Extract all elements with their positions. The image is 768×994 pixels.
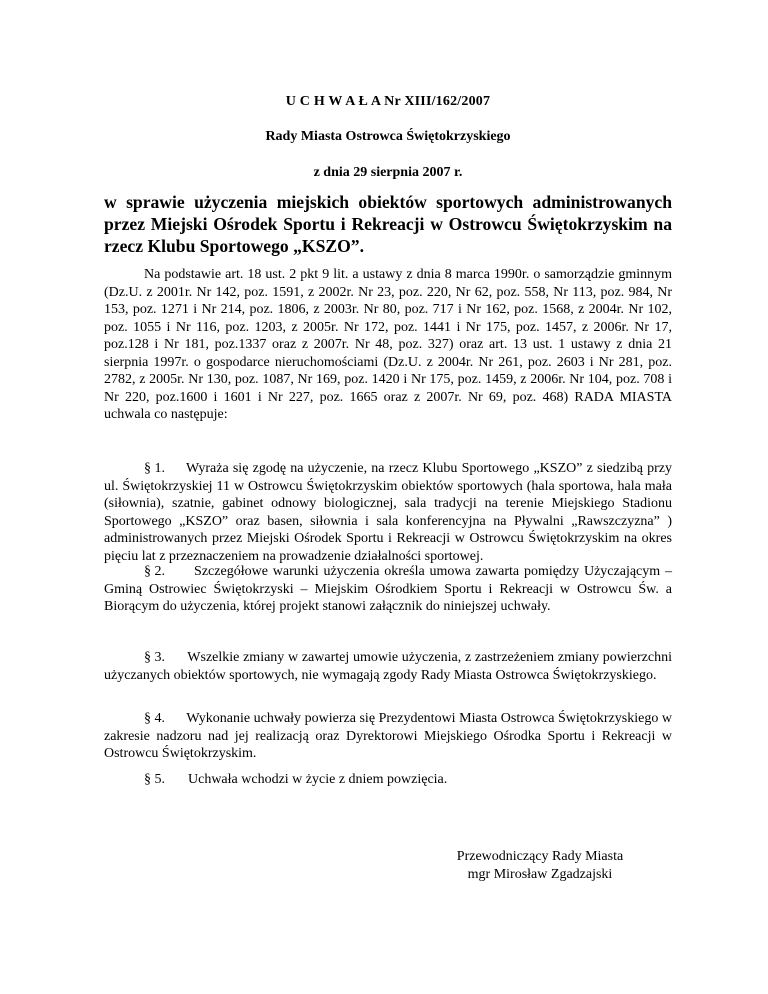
signature-role: Przewodniczący Rady Miasta (456, 849, 624, 864)
section-5-mark: § 5. (144, 772, 165, 787)
section-4-text: Wykonanie uchwały powierza się Prezydentowi Miasta Ostrowca Świętokrzyskiego w zakresie nadzoru nad jej realizacją oraz Dyrektorowi Miejskiego Ośrodka Sportu i Rekreacji w Ostrowcu Świętokrzyskim. (104, 711, 672, 761)
signature-name: mgr Mirosław Zgadzajski (467, 866, 613, 882)
section-3 (104, 649, 672, 684)
section-2-text: Szczegółowe warunki użyczenia określa umowa zawarta pomiędzy Użyczającym – Gminą Ostrowiec Świętokrzyski – Miejskim Ośrodkiem Sportu i Rekreacji w Ostrowcu Św. a Biorącym do użyczenia, której projekt stanowi załącznik do niniejszej uchwały. (104, 564, 672, 614)
resolution-title: U C H W A Ł A Nr XIII/162/2007 (285, 94, 491, 109)
council-name: Rady Miasta Ostrowca Świętokrzyskiego (265, 129, 511, 144)
section-3-text: Wszelkie zmiany w zawartej umowie użyczenia, z zastrzeżeniem zmiany powierzchni użyczanych obiektów sportowych, nie wymagają zgody Rady Miasta Ostrowca Świętokrzyskiego. (104, 650, 672, 683)
legal-basis-paragraph (104, 266, 672, 424)
section-2-mark: § 2. (144, 564, 165, 579)
section-5-text: Uchwała wchodzi w życie z dniem powzięcia. (188, 772, 448, 787)
section-3-mark: § 3. (144, 650, 165, 665)
signature-block (450, 848, 630, 883)
section-1-mark: § 1. (144, 461, 165, 476)
section-4-mark: § 4. (144, 711, 165, 726)
section-4 (104, 710, 672, 763)
section-1-text: Wyraża się zgodę na użyczenie, na rzecz Klubu Sportowego „KSZO” z siedzibą przy ul. Świętokrzyskiej 11 w Ostrowcu Świętokrzyskim obiektów sportowych (hala sportowa, hala mała (siłownia), szatnie, gabinet odnowy biologicznej, sala tradycji na terenie Miejskiego Stadionu Sportowego „KSZO” oraz basen, siłownia i sala konferencyjna na Pływalni „Rawszczyzna” ) administrowanych przez Miejski Ośrodek Sportu i Rekreacji w Ostrowcu Świętokrzyskim na okres pięciu lat z przeznaczeniem na prowadzenie działalności sportowej. (104, 461, 673, 564)
section-2 (104, 563, 672, 616)
section-5 (104, 771, 672, 789)
resolution-date: z dnia 29 sierpnia 2007 r. (313, 165, 463, 180)
legal-basis-text: Na podstawie art. 18 ust. 2 pkt 9 lit. a ustawy z dnia 8 marca 1990r. o samorządzie gminnym (Dz.U. z 2001r. Nr 142, poz. 1591, z 2002r. Nr 23, poz. 220, Nr 62, poz. 558, Nr 113, poz. 984, Nr 153, poz. 1271 i Nr 214, poz. 1806, z 2003r. Nr 80, poz. 717 i Nr 162, poz. 1568, z 2004r. Nr 102, poz. 1055 i Nr 116, poz. 1203, z 2005r. Nr 172, poz. 1441 i Nr 175, poz. 1457, z 2006r. Nr 17, poz.128 i Nr 181, poz.1337 oraz z 2007r. Nr 48, poz. 327) oraz art. 13 ust. 1 ustawy z dnia 21 sierpnia 1997r. o gospodarce nieruchomościami (Dz.U. z 2004r. Nr 261, poz. 2603 i Nr 281, poz. 2782, z 2005r. Nr 130, poz. 1087, Nr 169, poz. 1420 i Nr 175, poz. 1459, z 2006r. Nr 104, poz. 708 i Nr 220, poz.1600 i 1601 i Nr 227, poz. 1665 oraz z 2007r. Nr 69, poz. 468) RADA MIASTA uchwala co następuje: (104, 267, 672, 422)
resolution-subject: w sprawie użyczenia miejskich obiektów sportowych administrowanych przez Miejski Ośrodek Sportu i Rekreacji w Ostrowcu Świętokrzyskim na rzecz Klubu Sportowego „KSZO”. (104, 192, 672, 256)
section-1 (104, 460, 672, 565)
